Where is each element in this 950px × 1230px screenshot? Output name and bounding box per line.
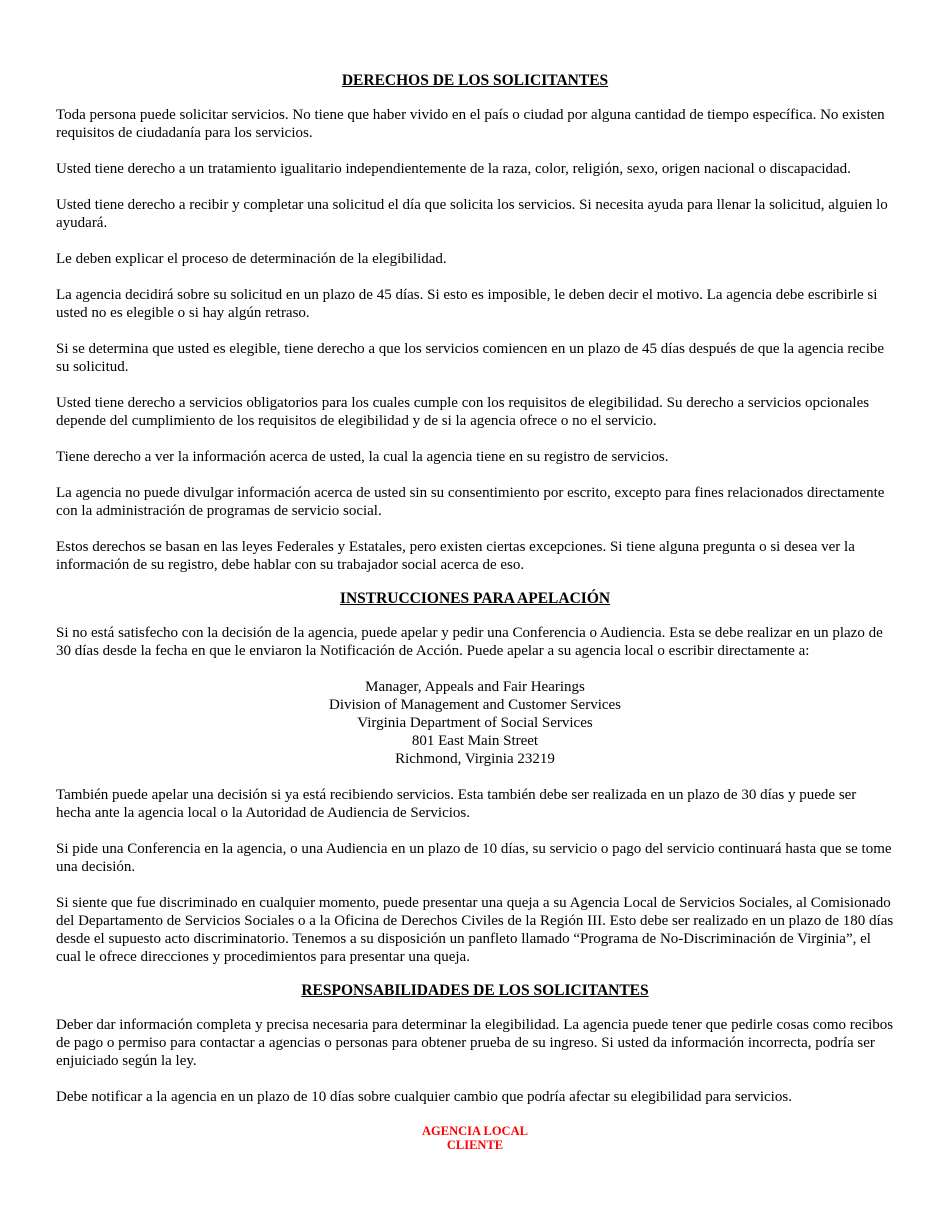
responsibilities-heading: RESPONSABILIDADES DE LOS SOLICITANTES [301, 982, 649, 999]
address-line: Division of Management and Customer Services [328, 697, 622, 713]
rights-paragraph: La agencia decidirá sobre su solicitud en un plazo de 45 días. Si esto es imposible, le deben decir el motivo. La agencia debe escribirle si usted no es elegible o si hay algún retraso. [56, 287, 878, 321]
rights-paragraph: Toda persona puede solicitar servicios. No tiene que haber vivido en el país o ciudad por alguna cantidad de tiempo específica. No existen requisitos de ciudadanía para los servicios. [56, 107, 885, 141]
rights-paragraph: La agencia no puede divulgar información acerca de usted sin su consentimiento por escrito, excepto para fines relacionados directamente con la administración de programas de servicio social. [56, 485, 885, 519]
copy-label-client: CLIENTE [446, 1138, 504, 1152]
rights-paragraph: Estos derechos se basan en las leyes Federales y Estatales, pero existen ciertas excepciones. Si tiene alguna pregunta o si desea ver la información de su registro, debe hablar con su trabajador social acerca de eso. [56, 539, 855, 573]
rights-heading: DERECHOS DE LOS SOLICITANTES [341, 72, 609, 89]
copy-label-agency: AGENCIA LOCAL [422, 1124, 528, 1138]
address-line: Virginia Department of Social Services [357, 715, 593, 731]
rights-paragraph: Tiene derecho a ver la información acerca de usted, la cual la agencia tiene en su registro de servicios. [56, 449, 669, 465]
rights-paragraph: Si se determina que usted es elegible, tiene derecho a que los servicios comiencen en un plazo de 45 días después de que la agencia recibe su solicitud. [56, 341, 885, 375]
copy-distribution-labels [56, 1124, 894, 1152]
rights-paragraph: Le deben explicar el proceso de determinación de la elegibilidad. [56, 251, 447, 267]
appeal-paragraph: Si siente que fue discriminado en cualquier momento, puede presentar una queja a su Agencia Local de Servicios Sociales, al Comisionado del Departamento de Servicios Sociales o a la Oficina de Derechos Civiles de la Región III. Esto debe ser realizado en un plazo de 180 días desde el supuesto acto discriminatorio. Tenemos a su disposición un panfleto llamado “Programa de No-Discriminación de Virginia”, el cual le ofrece direcciones y procedimientos para presentar una queja. [56, 895, 894, 965]
rights-paragraph: Usted tiene derecho a recibir y completar una solicitud el día que solicita los servicios. Si necesita ayuda para llenar la solicitud, alguien lo ayudará. [56, 197, 888, 231]
appeal-address [56, 678, 894, 768]
appeal-intro: Si no está satisfecho con la decisión de la agencia, puede apelar y pedir una Conferencia o Audiencia. Esta se debe realizar en un plazo de 30 días desde la fecha en que le enviaron la Notificación de Acción. Puede apelar a su agencia local o escribir directamente a: [56, 625, 883, 659]
responsibilities-paragraph: Debe notificar a la agencia en un plazo de 10 días sobre cualquier cambio que podría afectar su elegibilidad para servicios. [56, 1089, 792, 1105]
appeal-heading: INSTRUCCIONES PARA APELACIÓN [339, 590, 611, 607]
rights-paragraph: Usted tiene derecho a un tratamiento igualitario independientemente de la raza, color, religión, sexo, origen nacional o discapacidad. [56, 161, 851, 177]
address-line: Manager, Appeals and Fair Hearings [365, 679, 585, 695]
appeal-paragraph: Si pide una Conferencia en la agencia, o una Audiencia en un plazo de 10 días, su servicio o pago del servicio continuará hasta que se tome una decisión. [56, 841, 892, 875]
address-line: 801 East Main Street [411, 733, 539, 749]
address-line: Richmond, Virginia 23219 [395, 751, 555, 767]
responsibilities-paragraph: Deber dar información completa y precisa necesaria para determinar la elegibilidad. La agencia puede tener que pedirle cosas como recibos de pago o permiso para contactar a agencias o personas para obtener prueba de su ingreso. Si usted da información incorrecta, podría ser enjuiciado según la ley. [56, 1017, 894, 1069]
appeal-paragraph: También puede apelar una decisión si ya está recibiendo servicios. Esta también debe ser realizada en un plazo de 30 días y puede ser hecha ante la agencia local o la Autoridad de Audiencia de Servicios. [56, 787, 857, 821]
rights-paragraph: Usted tiene derecho a servicios obligatorios para los cuales cumple con los requisitos de elegibilidad. Su derecho a servicios opcionales depende del cumplimiento de los requisitos de elegibilidad y de si la agencia ofrece o no el servicio. [56, 395, 870, 429]
